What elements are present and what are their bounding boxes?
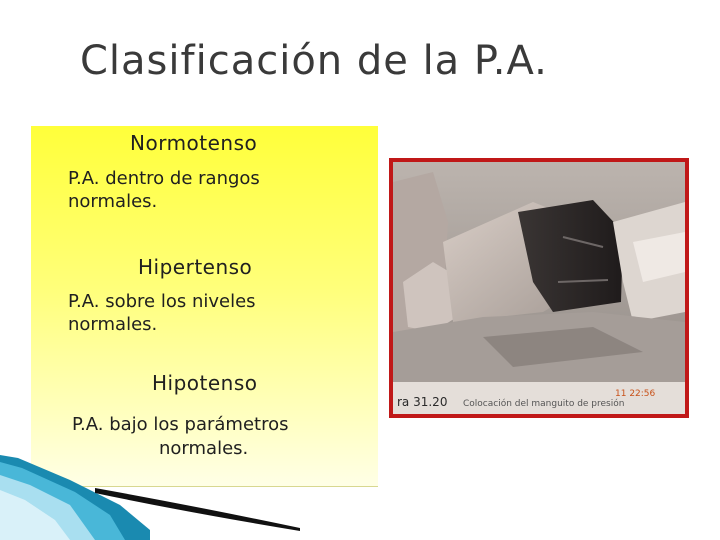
normotenso-desc-line1: P.A. dentro de rangos [68, 168, 260, 189]
hipertenso-desc-line2: normales. [68, 314, 158, 335]
photo-caption-left: ra 31.20 [397, 395, 448, 409]
hipotenso-desc-line1: P.A. bajo los parámetros [72, 414, 289, 435]
slide-title: Clasificación de la P.A. [80, 38, 548, 84]
hipotenso-desc-line2: normales. [159, 438, 249, 459]
photo-caption-right: Colocación del manguito de presión [463, 399, 625, 409]
hipotenso-heading: Hipotenso [152, 371, 258, 395]
normotenso-heading: Normotenso [130, 131, 258, 155]
photo-timestamp: 11 22:56 [615, 389, 656, 399]
normotenso-desc-line2: normales. [68, 191, 158, 212]
blood-pressure-cuff-photo [393, 162, 685, 414]
hipertenso-heading: Hipertenso [138, 255, 253, 279]
classification-textbox [31, 126, 378, 487]
hipertenso-desc-line1: P.A. sobre los niveles [68, 291, 256, 312]
photo-frame [389, 158, 689, 418]
